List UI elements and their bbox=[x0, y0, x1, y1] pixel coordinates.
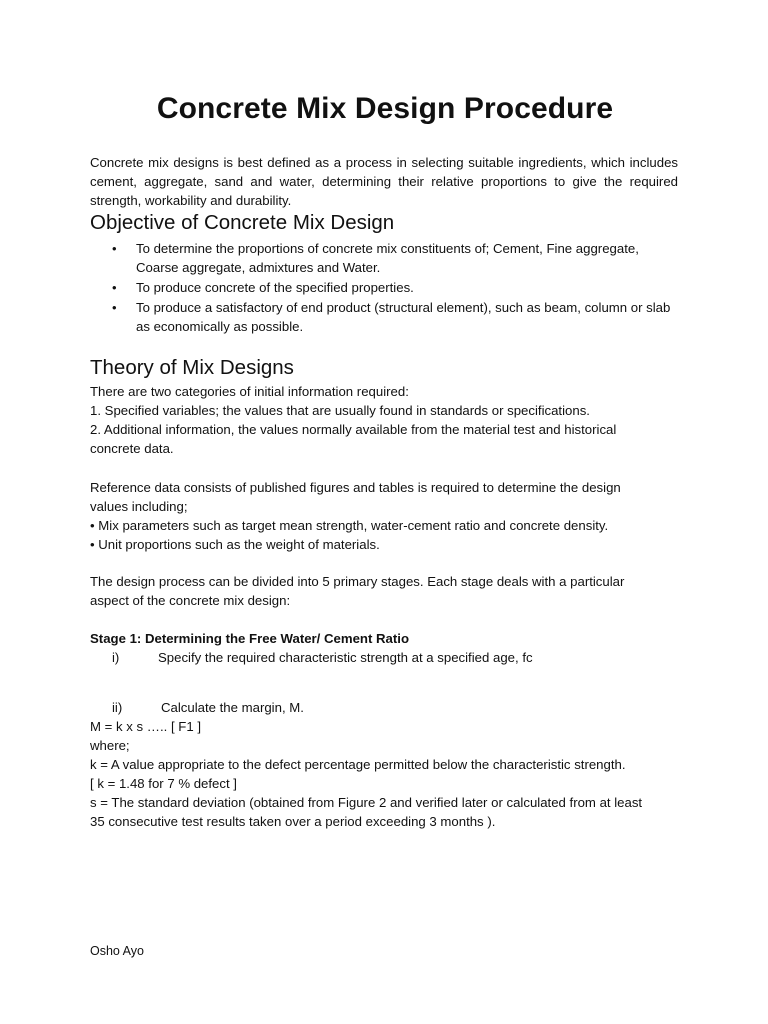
text-line: There are two categories of initial information required: bbox=[90, 384, 409, 399]
bullet-icon: • bbox=[112, 300, 117, 315]
list-item bbox=[90, 298, 680, 336]
page-title: Concrete Mix Design Procedure bbox=[156, 92, 614, 125]
bullet-icon: • bbox=[112, 241, 117, 256]
step-ii-marker: ii) bbox=[112, 700, 123, 715]
text-line: 1. Specified variables; the values that are usually found in standards or specifications. bbox=[90, 403, 590, 418]
list-item bbox=[90, 239, 680, 277]
reference-paragraph bbox=[90, 478, 680, 554]
theory-paragraph bbox=[90, 382, 680, 458]
bullet-icon: • bbox=[112, 280, 117, 295]
text-line: [ k = 1.48 for 7 % defect ] bbox=[90, 776, 237, 791]
text-line: where; bbox=[90, 738, 130, 753]
text-line: s = The standard deviation (obtained from Figure 2 and verified later or calculated from at least bbox=[90, 795, 643, 810]
document-page bbox=[90, 0, 680, 1024]
step-ii-text: Calculate the margin, M. bbox=[161, 700, 304, 715]
text-line: M = k x s ….. [ F1 ] bbox=[90, 719, 202, 734]
text-line: 35 consecutive test results taken over a period exceeding 3 months ). bbox=[90, 814, 496, 829]
text-line: Reference data consists of published figures and tables is required to determine the design bbox=[90, 480, 621, 495]
text-line: values including; bbox=[90, 499, 188, 514]
list-item bbox=[90, 278, 680, 297]
theory-heading: Theory of Mix Designs bbox=[90, 356, 294, 379]
text-line: k = A value appropriate to the defect percentage permitted below the characteristic strength. bbox=[90, 757, 626, 772]
stage1-heading: Stage 1: Determining the Free Water/ Cement Ratio bbox=[90, 631, 410, 646]
intro-paragraph: Concrete mix designs is best defined as a process in selecting suitable ingredients, which includes cement, aggregate, sand and water, determining their relative proportions to give the required strength, workability and durability. bbox=[90, 155, 678, 208]
process-paragraph bbox=[90, 572, 680, 610]
text-line: • Mix parameters such as target mean strength, water-cement ratio and concrete density. bbox=[90, 518, 609, 533]
text-line: • Unit proportions such as the weight of materials. bbox=[90, 537, 380, 552]
text-line: 2. Additional information, the values normally available from the material test and historical bbox=[90, 422, 617, 437]
text-line: aspect of the concrete mix design: bbox=[90, 593, 291, 608]
list-item-text: To produce a satisfactory of end product (structural element), such as beam, column or slab as economically as possible. bbox=[136, 300, 671, 334]
list-item-text: To determine the proportions of concrete mix constituents of; Cement, Fine aggregate, Coarse aggregate, admixtures and Water. bbox=[136, 241, 639, 275]
objective-heading: Objective of Concrete Mix Design bbox=[90, 211, 395, 234]
step-i-marker: i) bbox=[112, 650, 120, 665]
list-item-text: To produce concrete of the specified properties. bbox=[136, 280, 414, 295]
objective-list bbox=[90, 239, 680, 337]
step-i-text: Specify the required characteristic strength at a specified age, fc bbox=[158, 650, 533, 665]
footer-author: Osho Ayo bbox=[90, 944, 144, 958]
text-line: concrete data. bbox=[90, 441, 174, 456]
margin-formula-block bbox=[90, 717, 680, 831]
text-line: The design process can be divided into 5 primary stages. Each stage deals with a particular bbox=[90, 574, 625, 589]
